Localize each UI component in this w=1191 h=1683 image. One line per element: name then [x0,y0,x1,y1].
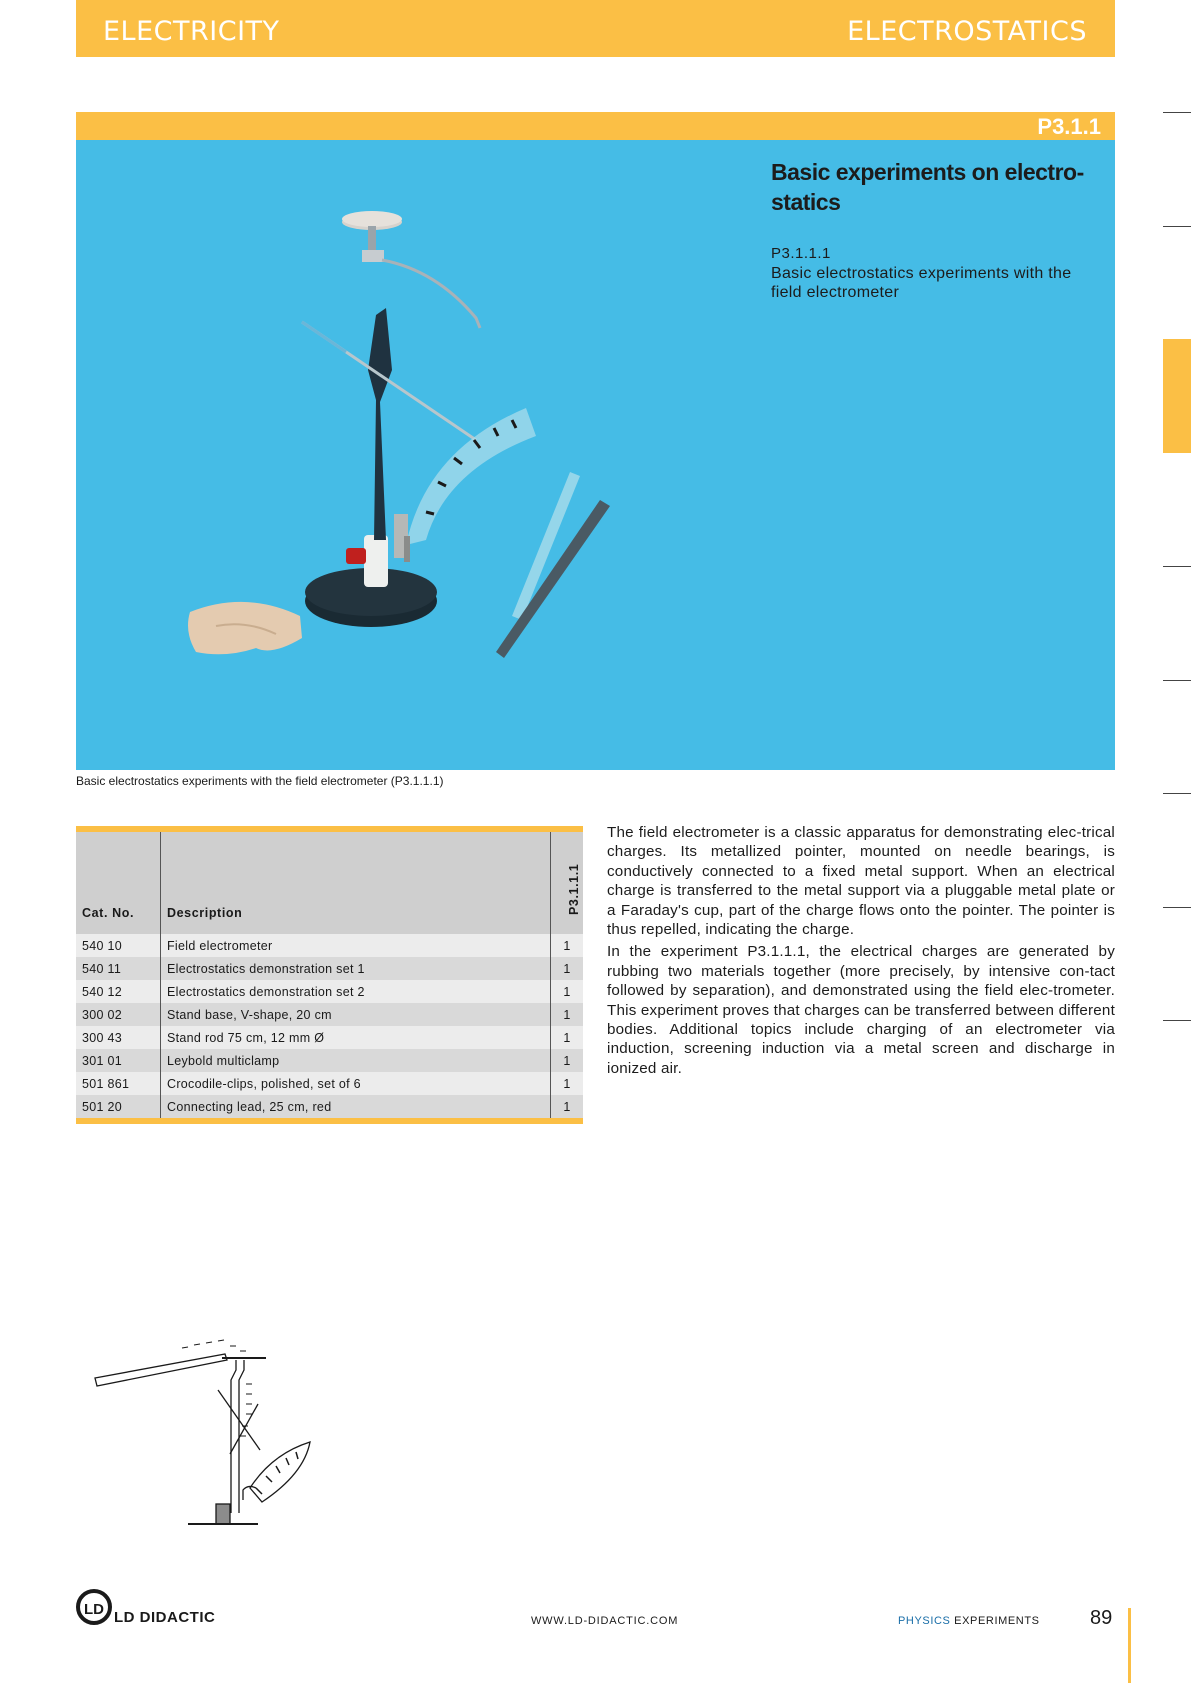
cat-no-cell: 540 10 [76,934,161,957]
description-cell: Connecting lead, 25 cm, red [161,1095,551,1118]
photo-caption: Basic electrostatics experiments with the field electrometer (P3.1.1.1) [76,774,444,788]
cat-no-cell: 540 11 [76,957,161,980]
description-cell: Field electrometer [161,934,551,957]
table-row [76,1072,583,1095]
page-number: 89 [1090,1607,1113,1629]
header-description: Description [161,832,551,934]
category-rest: EXPERIMENTS [950,1615,1040,1627]
cat-no-cell: 300 02 [76,1003,161,1026]
description-cell: Electrostatics demonstration set 2 [161,980,551,1003]
margin-tick [1163,793,1191,794]
section-code: P3.1.1 [1037,114,1101,139]
description-cell: Crocodile-clips, polished, set of 6 [161,1072,551,1095]
header-experiment [551,832,584,934]
table-row [76,1026,583,1049]
qty-cell: 1 [551,957,584,980]
field-electrometer-illustration [76,140,1115,770]
cat-no-cell: 501 20 [76,1095,161,1118]
table-row [76,1003,583,1026]
description-cell: Stand rod 75 cm, 12 mm Ø [161,1026,551,1049]
header-cat-no: Cat. No. [76,832,161,934]
section-title: Basic experiments on electro-statics [771,159,1084,215]
table-header-row [76,832,583,934]
description-cell: Electrostatics demonstration set 1 [161,957,551,980]
cat-no-cell: 501 861 [76,1072,161,1095]
logo-mark: LD [84,1601,104,1618]
brand-name: LD DIDACTIC [114,1609,216,1626]
margin-tick [1163,566,1191,567]
apparatus-photo [76,140,1115,770]
qty-cell: 1 [551,934,584,957]
margin-tick [1163,226,1191,227]
section-code-band [76,112,1115,140]
qty-cell: 1 [551,1095,584,1118]
qty-cell: 1 [551,1026,584,1049]
margin-tick [1163,680,1191,681]
body-paragraph: In the experiment P3.1.1.1, the electrical charges are generated by rubbing two materials together (more precisely, by intensive con-tact followed by separation), and demonstrated using the field elec-trometer. This experiment proves that charges can be transferred between different bodies. Additional topics include charging of an electrometer via induction, screening induction via a metal screen and discharge in ionized air. [607,943,1115,1077]
topic-label: ELECTROSTATICS [847,16,1087,47]
equipment-table [76,826,583,1124]
chapter-header [76,0,1115,57]
category-accent: PHYSICS [898,1615,951,1627]
header-experiment-label: P3.1.1.1 [567,863,581,915]
cat-no-cell: 540 12 [76,980,161,1003]
table-row [76,934,583,957]
ld-logo-icon [76,1587,116,1627]
experiment-title: Basic electrostatics experiments with the field electrometer [771,265,1072,301]
electrometer-schematic [90,1338,330,1538]
qty-cell: 1 [551,980,584,1003]
margin-tick [1163,907,1191,908]
qty-cell: 1 [551,1049,584,1072]
margin-tick [1163,112,1191,113]
section-tab [1163,339,1191,453]
cat-no-cell: 301 01 [76,1049,161,1072]
experiment-code: P3.1.1.1 [771,245,831,262]
website-link[interactable]: WWW.LD-DIDACTIC.COM [531,1615,679,1627]
qty-cell: 1 [551,1072,584,1095]
margin-tick [1163,1020,1191,1021]
table-row [76,1095,583,1118]
chapter-label: ELECTRICITY [103,16,280,47]
qty-cell: 1 [551,1003,584,1026]
table-row [76,957,583,980]
body-text [607,823,1115,1081]
description-cell: Leybold multiclamp [161,1049,551,1072]
description-cell: Stand base, V-shape, 20 cm [161,1003,551,1026]
table-row [76,1049,583,1072]
footer-accent-bar [1128,1608,1131,1683]
cat-no-cell: 300 43 [76,1026,161,1049]
catalog-category [898,1615,1040,1627]
ld-didactic-logo [76,1587,216,1632]
body-paragraph: The field electrometer is a classic apparatus for demonstrating elec-trical charges. Its metallized pointer, mounted on needle bearings, is conductively connected to a fixed metal support. When an electrical charge is transferred to the metal support via a pluggable metal plate or a Faraday's cup, part of the charge flows onto the pointer. The pointer is thus repelled, indicating the charge. [607,824,1115,939]
table-row [76,980,583,1003]
